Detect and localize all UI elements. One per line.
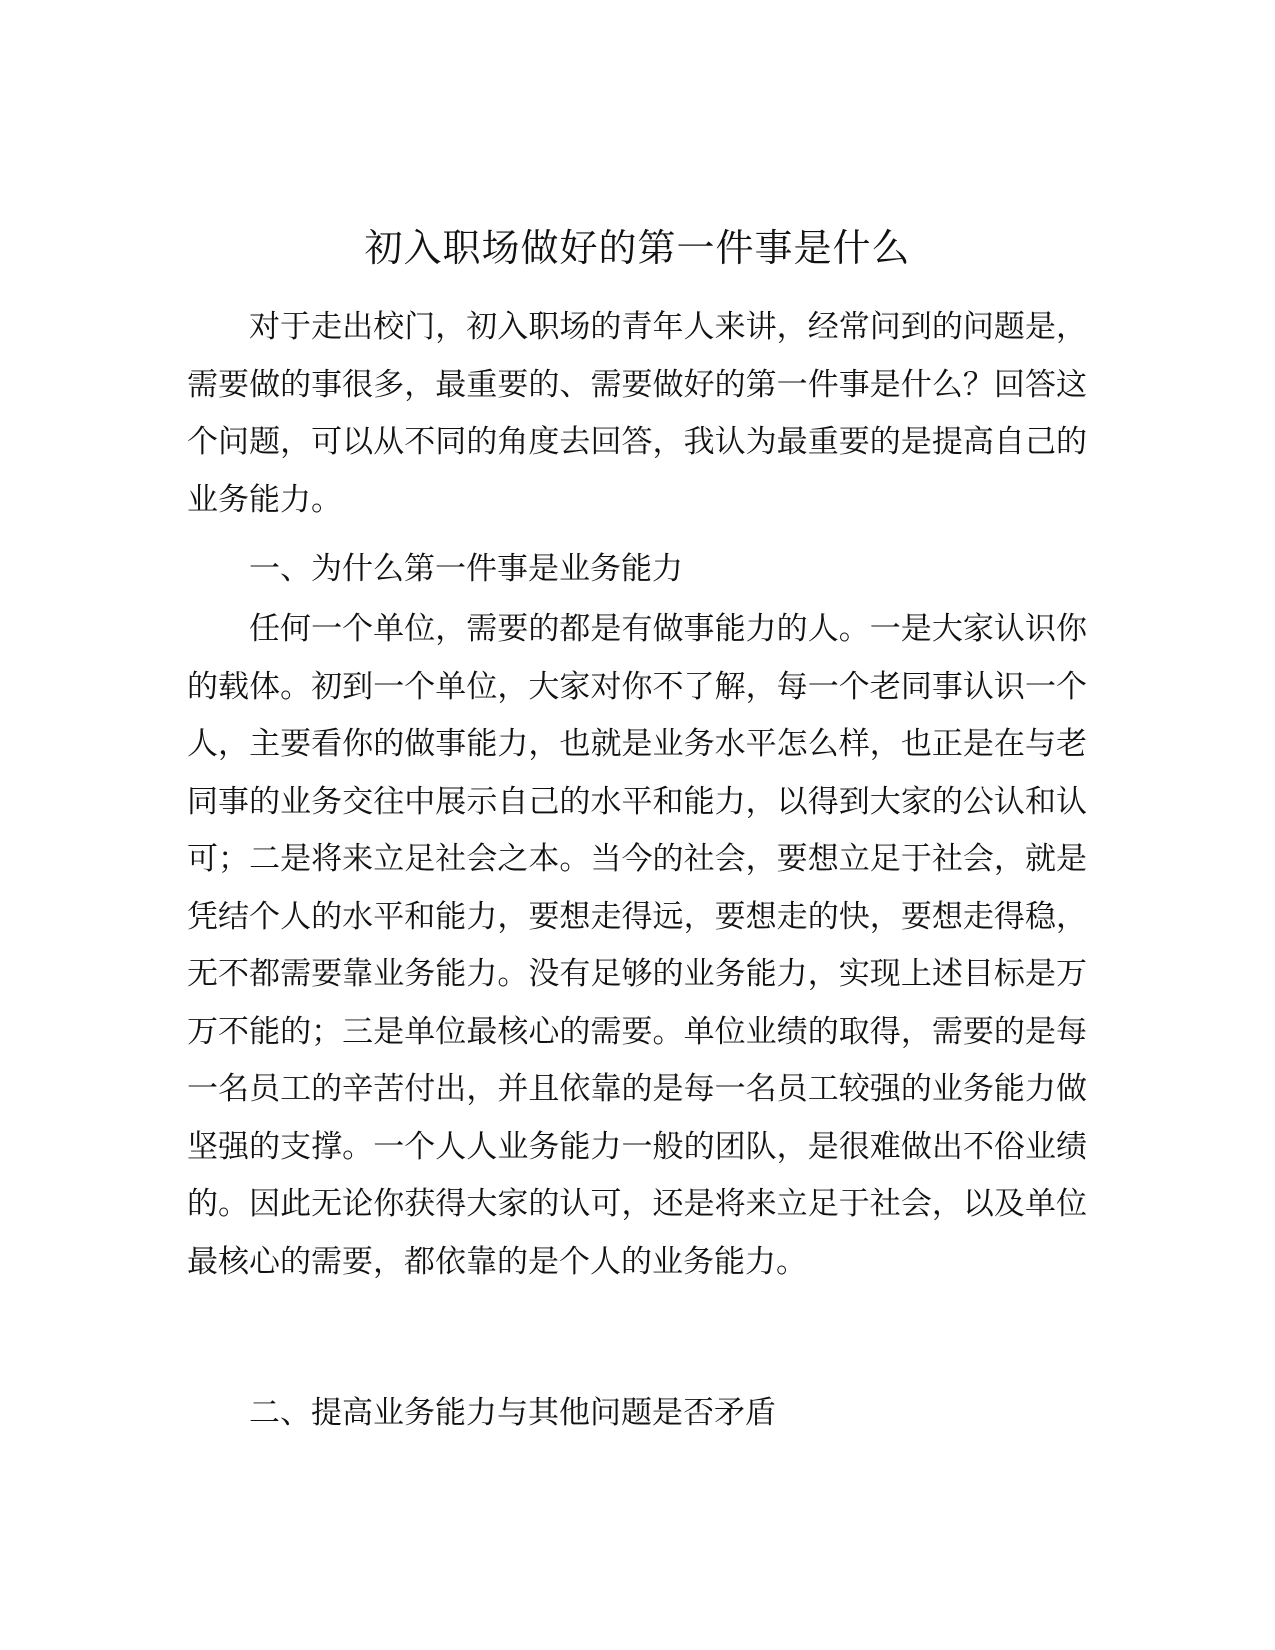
paragraph-section-1: 任何一个单位，需要的都是有做事能力的人。一是大家认识你的载体。初到一个单位，大家对你不了解，每一个老同事认识一个人，主要看你的做事能力，也就是业务水平怎么样，也正是在与老同事的业务交往中展示自己的水平和能力，以得到大家的公认和认可；二是将来立足社会之本。当今的社会，要想立足于社会，就是凭结个人的水平和能力，要想走得远，要想走的快，要想走得稳，无不都需要靠业务能力。没有足够的业务能力，实现上述目标是万万不能的；三是单位最核心的需要。单位业绩的取得，需要的是每一名员工的辛苦付出，并且依靠的是每一名员工较强的业务能力做坚强的支撑。一个人人业务能力一般的团队，是很难做出不俗业绩的。因此无论你获得大家的认可，还是将来立足于社会，以及单位最核心的需要，都依靠的是个人的业务能力。 bbox=[187, 611, 1087, 1280]
section-heading-2: 二、提高业务能力与其他问题是否矛盾 bbox=[249, 1395, 776, 1431]
section-heading-1: 一、为什么第一件事是业务能力 bbox=[249, 551, 683, 587]
paragraph-intro: 对于走出校门，初入职场的青年人来讲，经常问到的问题是，需要做的事很多，最重要的、需要做好的第一件事是什么？回答这个问题，可以从不同的角度去回答，我认为最重要的是提高自己的业务能力。 bbox=[187, 309, 1087, 518]
document-title: 初入职场做好的第一件事是什么 bbox=[364, 226, 911, 270]
